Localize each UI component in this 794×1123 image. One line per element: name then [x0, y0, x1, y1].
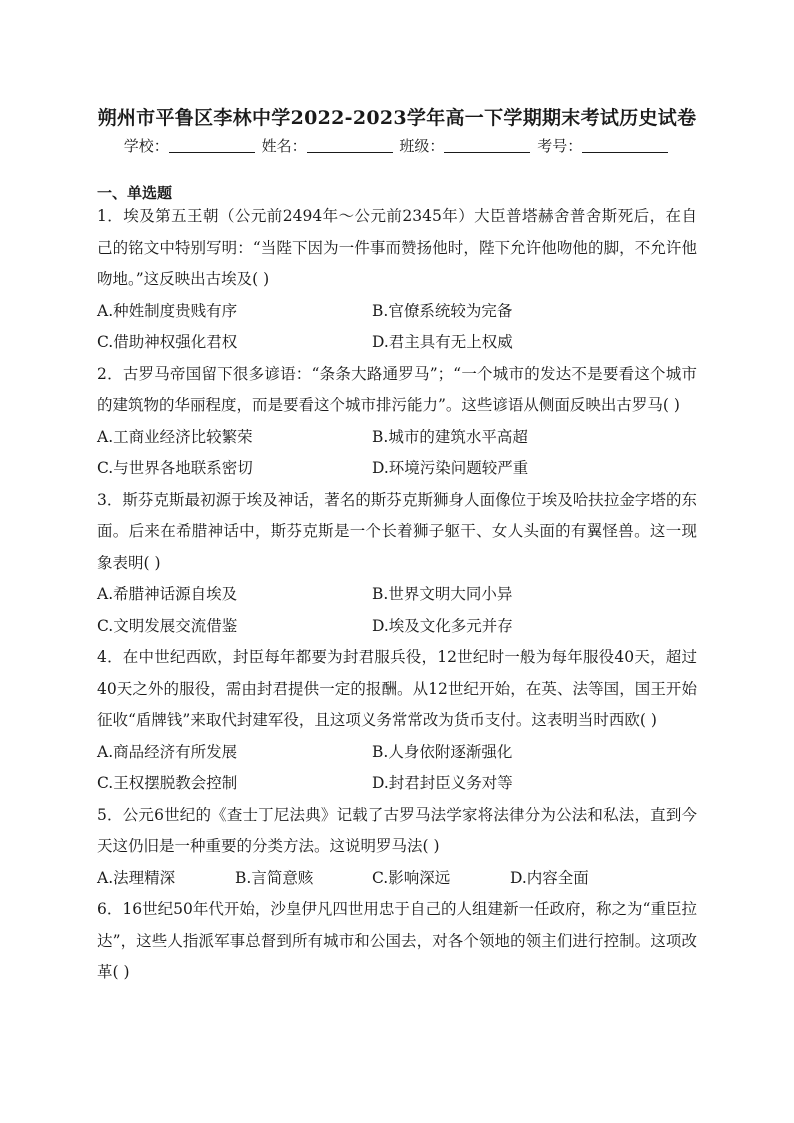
- option-c: C.影响深远: [372, 868, 451, 887]
- option-b: B.官僚系统较为完备: [372, 301, 513, 320]
- name-label: 姓名：: [261, 137, 307, 155]
- option-b: B.城市的建筑水平高超: [372, 427, 528, 446]
- question-4: [97, 642, 697, 800]
- option-b: B.人身依附逐渐强化: [372, 742, 513, 761]
- school-label: 学校：: [123, 137, 169, 155]
- question-5: [97, 800, 697, 895]
- question-stem: 1．埃及第五王朝（公元前2494年～公元前2345年）大臣普塔赫舍普舍斯死后，在自己的铭文中特别写明：“当陛下因为一件事而赞扬他时，陛下允许他吻他的脚，不允许他吻地。”这反映出古埃及( ): [97, 207, 697, 288]
- school-blank: [169, 138, 255, 153]
- option-d: D.君主具有无上权威: [372, 333, 513, 351]
- option-a: A.希腊神话源自埃及: [97, 585, 238, 603]
- question-stem: 6．16世纪50年代开始，沙皇伊凡四世用忠于自己的人组建新一任政府，称之为“重臣拉达”，这些人指派军事总督到所有城市和公国去，对各个领地的领主们进行控制。这项改革( ): [97, 900, 697, 981]
- question-stem: 5．公元6世纪的《查士丁尼法典》记载了古罗马法学家将法律分为公法和私法，直到今天这仍旧是一种重要的分类方法。这说明罗马法( ): [97, 805, 697, 855]
- class-label: 班级：: [399, 137, 445, 155]
- question-2: [97, 359, 697, 485]
- class-blank: [444, 138, 530, 153]
- option-d: D.埃及文化多元并存: [372, 616, 513, 635]
- option-a: A.种姓制度贵贱有序: [97, 301, 238, 320]
- option-d: D.封君封臣义务对等: [372, 774, 513, 792]
- option-a: A.法理精深: [97, 868, 176, 887]
- option-d: D.环境污染问题较严重: [372, 459, 529, 477]
- option-c: C.王权摆脱教会控制: [97, 774, 238, 792]
- option-c: C.借助神权强化君权: [97, 333, 238, 351]
- question-stem: 2．古罗马帝国留下很多谚语：“条条大路通罗马”；“一个城市的发达不是要看这个城市的建筑物的华丽程度，而是要看这个城市排污能力”。这些谚语从侧面反映出古罗马( ): [97, 364, 697, 414]
- name-blank: [307, 138, 393, 153]
- option-a: A.商品经济有所发展: [97, 742, 238, 761]
- question-stem: 3．斯芬克斯最初源于埃及神话，著名的斯芬克斯狮身人面像位于埃及哈扶拉金字塔的东面。后来在希腊神话中，斯芬克斯是一个长着狮子躯干、女人头面的有翼怪兽。这一现象表明( ): [97, 490, 697, 572]
- page-title: 朔州市平鲁区李林中学2022-2023学年高一下学期期末考试历史试卷: [97, 107, 697, 129]
- question-list: [97, 201, 697, 989]
- question-3: [97, 485, 697, 643]
- exam-number-label: 考号：: [537, 137, 583, 155]
- question-6: [97, 894, 697, 989]
- option-c: C.文明发展交流借鉴: [97, 616, 238, 635]
- option-d: D.内容全面: [510, 868, 589, 887]
- option-a: A.工商业经济比较繁荣: [97, 427, 253, 446]
- student-info-row: [0, 135, 794, 156]
- option-b: B.世界文明大同小异: [372, 585, 513, 603]
- section-heading: 一、单选题: [97, 184, 173, 202]
- question-stem: 4．在中世纪西欧，封臣每年都要为封君服兵役，12世纪时一般为每年服役40天，超过40天之外的服役，需由封君提供一定的报酬。从12世纪开始，在英、法等国，国王开始征收“盾牌钱”来取代封建军役，且这项义务常常改为货币支付。这表明当时西欧( ): [97, 648, 697, 729]
- question-1: [97, 201, 697, 359]
- option-b: B.言简意赅: [235, 868, 314, 887]
- exam-number-blank: [582, 138, 668, 153]
- option-c: C.与世界各地联系密切: [97, 459, 253, 477]
